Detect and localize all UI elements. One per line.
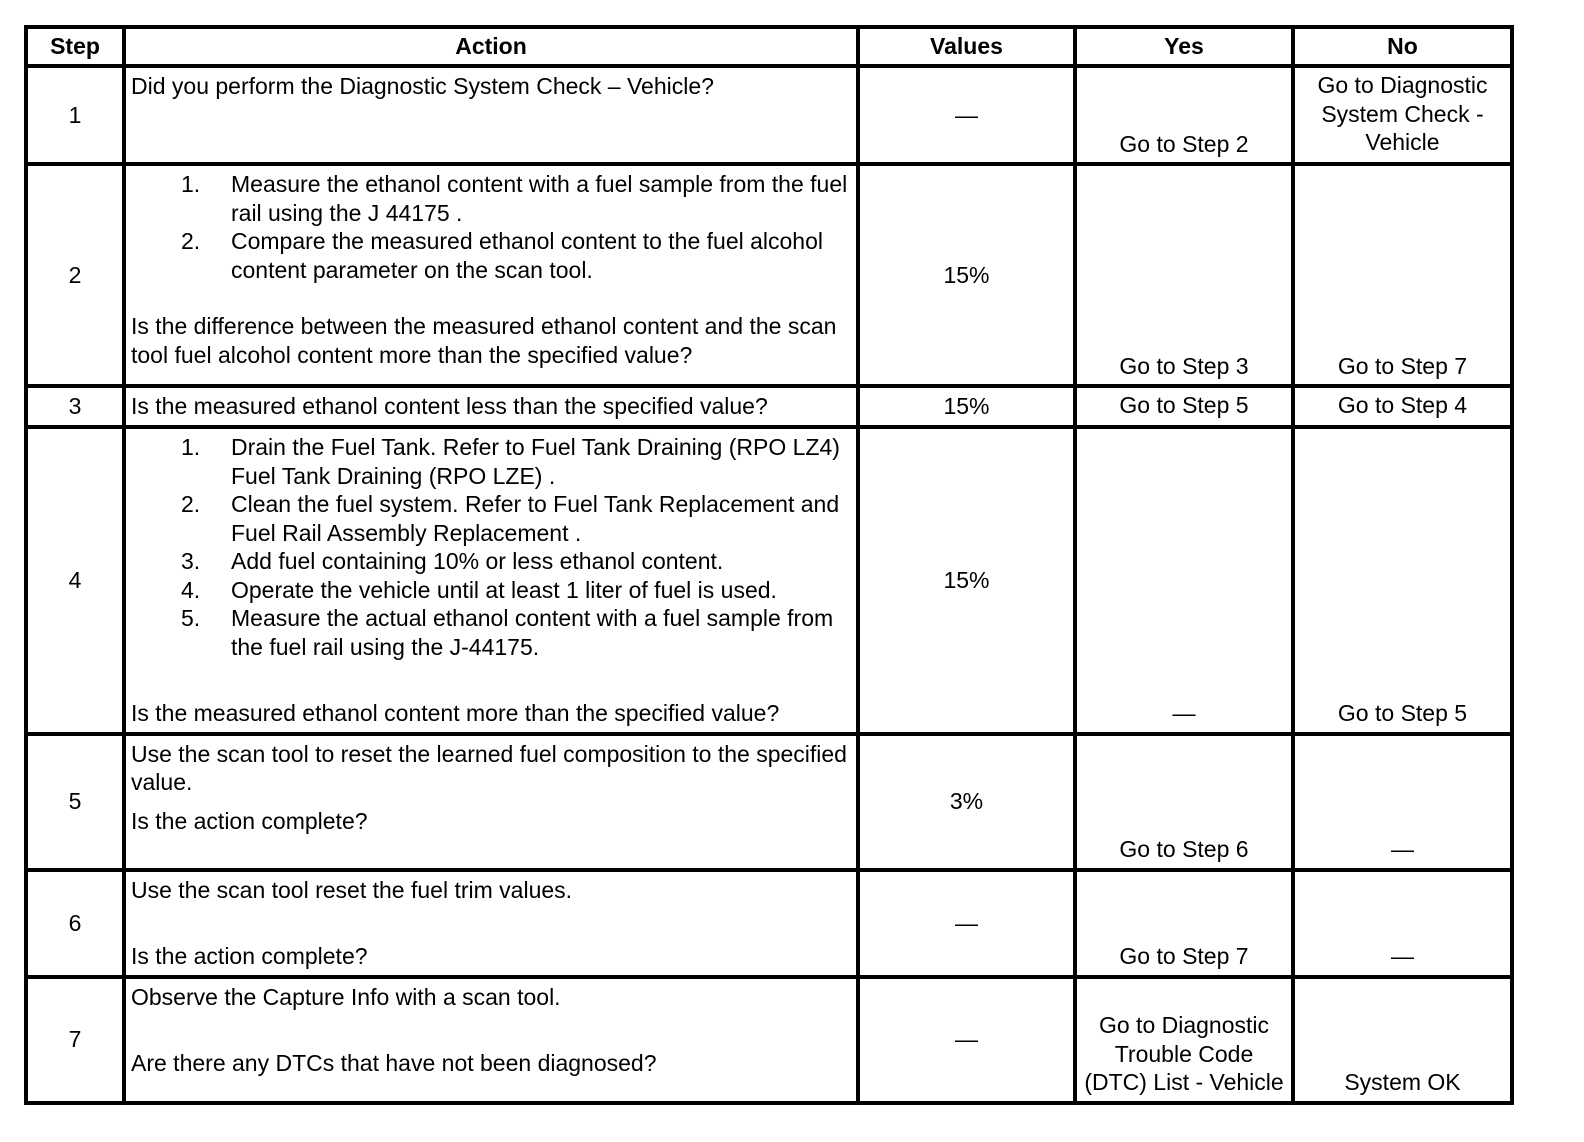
list-number: 4. — [181, 576, 201, 603]
list-text: Drain the Fuel Tank. Refer to Fuel Tank Draining (RPO LZ4) Fuel Tank Draining (RPO LZE) . — [231, 434, 840, 489]
table-row — [26, 977, 1512, 1103]
list-item — [181, 604, 850, 661]
step-number: 7 — [26, 977, 124, 1103]
no-cell: — — [1293, 734, 1512, 870]
action-text: Use the scan tool reset the fuel trim values. — [131, 876, 573, 903]
yes-cell: — — [1075, 427, 1293, 734]
action-cell — [124, 870, 858, 977]
no-cell: Go to Step 5 — [1293, 427, 1512, 734]
list-item — [181, 170, 850, 227]
step-number: 1 — [26, 66, 124, 164]
action-steps — [131, 433, 850, 661]
spacer — [131, 1011, 850, 1049]
list-item — [181, 490, 850, 547]
list-text: Measure the actual ethanol content with a fuel sample from the fuel rail using the J-44175. — [231, 605, 834, 660]
action-text: Use the scan tool to reset the learned fuel composition to the specified value. — [131, 740, 847, 795]
step-number: 3 — [26, 386, 124, 427]
list-number: 5. — [181, 605, 201, 631]
table-row — [26, 66, 1512, 164]
yes-cell: Go to Diagnostic Trouble Code (DTC) List - Vehicle — [1075, 977, 1293, 1103]
action-cell — [124, 977, 858, 1103]
list-text: Operate the vehicle until at least 1 liter of fuel is used. — [231, 576, 777, 603]
step-number: 6 — [26, 870, 124, 977]
action-cell — [124, 734, 858, 870]
list-number: 1. — [181, 434, 201, 460]
spacer — [131, 284, 850, 312]
step-number: 2 — [26, 164, 124, 386]
no-cell: Go to Step 4 — [1293, 386, 1512, 427]
action-text: Did you perform the Diagnostic System Check – Vehicle? — [131, 73, 714, 99]
header-yes: Yes — [1075, 27, 1293, 66]
list-text: Add fuel containing 10% or less ethanol content. — [231, 548, 724, 574]
list-text: Compare the measured ethanol content to the fuel alcohol content parameter on the scan tool. — [231, 228, 823, 283]
action-question: Is the action complete? — [131, 943, 368, 969]
diagnostic-table — [24, 25, 1514, 1105]
list-item — [181, 547, 850, 576]
step-number: 4 — [26, 427, 124, 734]
value-cell: 3% — [858, 734, 1075, 870]
list-number: 2. — [181, 228, 201, 254]
yes-cell: Go to Step 7 — [1075, 870, 1293, 977]
header-action: Action — [124, 27, 858, 66]
header-row — [26, 27, 1512, 66]
yes-cell: Go to Step 6 — [1075, 734, 1293, 870]
yes-cell: Go to Step 3 — [1075, 164, 1293, 386]
no-cell: Go to Step 7 — [1293, 164, 1512, 386]
table-row — [26, 870, 1512, 977]
header-values: Values — [858, 27, 1075, 66]
list-text: Measure the ethanol content with a fuel sample from the fuel rail using the J 44175 . — [231, 171, 848, 226]
action-text: Observe the Capture Info with a scan tool. — [131, 983, 561, 1010]
value-cell: 15% — [858, 386, 1075, 427]
spacer — [131, 904, 850, 942]
table-row — [26, 386, 1512, 427]
table-row — [26, 734, 1512, 870]
value-cell: — — [858, 870, 1075, 977]
list-number: 1. — [181, 171, 201, 197]
yes-cell: Go to Step 2 — [1075, 66, 1293, 164]
list-number: 2. — [181, 491, 201, 517]
action-question: Is the action complete? — [131, 807, 368, 834]
spacer — [131, 661, 850, 699]
spacer — [131, 797, 850, 807]
action-cell — [124, 66, 858, 164]
header-no: No — [1293, 27, 1512, 66]
action-question: Are there any DTCs that have not been diagnosed? — [131, 1050, 657, 1076]
table-row — [26, 427, 1512, 734]
value-cell: 15% — [858, 164, 1075, 386]
action-cell — [124, 386, 858, 427]
value-cell: — — [858, 66, 1075, 164]
action-cell — [124, 164, 858, 386]
list-text: Clean the fuel system. Refer to Fuel Tank Replacement and Fuel Rail Assembly Replacement . — [231, 491, 840, 546]
no-cell: System OK — [1293, 977, 1512, 1103]
no-cell: — — [1293, 870, 1512, 977]
table-row — [26, 164, 1512, 386]
yes-cell: Go to Step 5 — [1075, 386, 1293, 427]
list-item — [181, 433, 850, 490]
header-step: Step — [26, 27, 124, 66]
action-question: Is the measured ethanol content more than the specified value? — [131, 700, 780, 726]
list-number: 3. — [181, 548, 201, 574]
value-cell: — — [858, 977, 1075, 1103]
action-steps — [131, 170, 850, 284]
action-text: Is the measured ethanol content less than the specified value? — [131, 393, 768, 419]
action-cell — [124, 427, 858, 734]
step-number: 5 — [26, 734, 124, 870]
no-cell: Go to Diagnostic System Check - Vehicle — [1293, 66, 1512, 164]
list-item — [181, 227, 850, 284]
list-item — [181, 576, 850, 605]
action-question: Is the difference between the measured ethanol content and the scan tool fuel alcohol content more than the specified value? — [131, 313, 837, 368]
value-cell: 15% — [858, 427, 1075, 734]
